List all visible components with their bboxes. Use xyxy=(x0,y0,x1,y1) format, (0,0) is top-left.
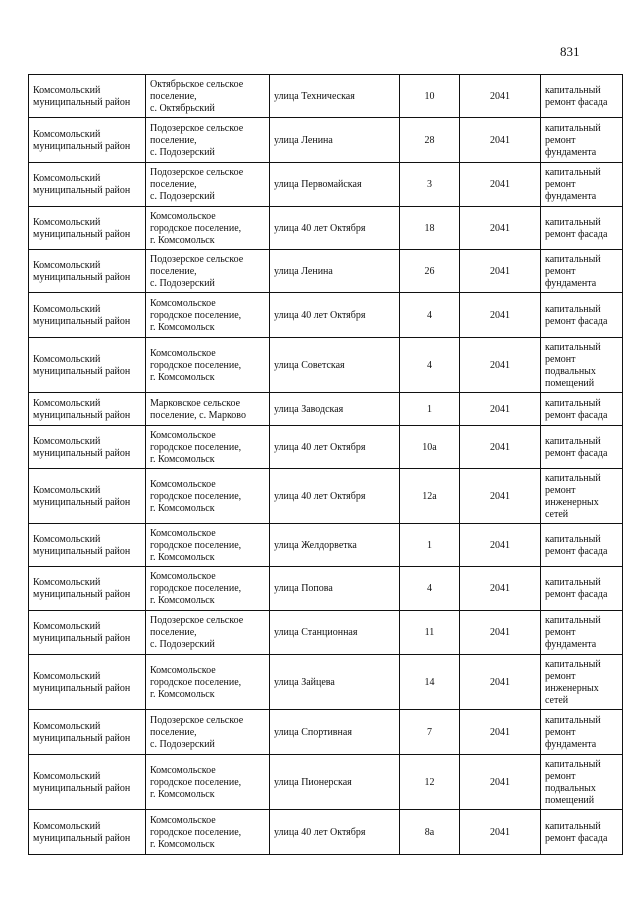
settlement-cell xyxy=(146,207,270,250)
table-row xyxy=(29,567,623,611)
work-type-cell: капитальный ремонт фундамента xyxy=(541,250,623,293)
house-number-cell: 11 xyxy=(400,611,460,655)
table-row xyxy=(29,75,623,118)
table-row xyxy=(29,207,623,250)
table-row xyxy=(29,393,623,426)
settlement-line: Комсомольское xyxy=(150,347,216,359)
work-type-cell: капитальный ремонт фундамента xyxy=(541,118,623,163)
district-cell: Комсомольский муниципальный район xyxy=(29,207,146,250)
settlement-line: городское поселение, xyxy=(150,539,242,551)
settlement-line: Комсомольское xyxy=(150,664,216,676)
street-cell: улица Ленина xyxy=(270,118,400,163)
settlement-line: с. Октябрьский xyxy=(150,102,215,114)
house-number-cell: 3 xyxy=(400,163,460,207)
settlement-line: городское поселение, xyxy=(150,583,242,594)
district-cell: Комсомольский муниципальный район xyxy=(29,426,146,469)
year-cell: 2041 xyxy=(460,655,541,710)
settlement-line: Подозерское сельское xyxy=(150,122,244,134)
work-type-cell: капитальный ремонт фундамента xyxy=(541,710,623,755)
page-number: 831 xyxy=(560,44,580,59)
settlement-line: г. Комсомольск xyxy=(150,551,215,563)
year-cell: 2041 xyxy=(460,810,541,855)
year-cell: 2041 xyxy=(460,250,541,293)
year-cell: 2041 xyxy=(460,755,541,810)
table-body xyxy=(29,75,623,855)
house-number-cell: 10а xyxy=(400,426,460,469)
year-cell: 2041 xyxy=(460,710,541,755)
settlement-cell xyxy=(146,163,270,207)
house-number-cell: 26 xyxy=(400,250,460,293)
settlement-line: городское поселение, xyxy=(150,676,242,688)
house-number-cell: 4 xyxy=(400,338,460,393)
settlement-line: поселение, xyxy=(150,265,197,277)
street-cell: улица Заводская xyxy=(270,393,400,426)
year-cell: 2041 xyxy=(460,293,541,338)
settlement-cell xyxy=(146,338,270,393)
year-cell: 2041 xyxy=(460,163,541,207)
settlement-line: поселение, с. Марково xyxy=(150,409,246,421)
settlement-cell xyxy=(146,75,270,118)
settlement-line: г. Комсомольск xyxy=(150,502,215,514)
work-type-cell: капитальный ремонт фасада xyxy=(541,810,623,855)
settlement-line: Комсомольское xyxy=(150,764,216,776)
table-row xyxy=(29,163,623,207)
work-type-cell: капитальный ремонт фасада xyxy=(541,524,623,567)
settlement-line: г. Комсомольск xyxy=(150,595,215,606)
settlement-line: городское поселение, xyxy=(150,776,242,788)
street-cell: улица Техническая xyxy=(270,75,400,118)
street-cell: улица Спортивная xyxy=(270,710,400,755)
settlement-line: с. Подозерский xyxy=(150,191,215,202)
house-number-cell: 10 xyxy=(400,75,460,118)
settlement-cell xyxy=(146,611,270,655)
street-cell: улица Зайцева xyxy=(270,655,400,710)
settlement-line: Подозерское сельское xyxy=(150,714,244,726)
work-type-cell: капитальный ремонт фасада xyxy=(541,426,623,469)
table-row xyxy=(29,469,623,524)
table-row xyxy=(29,118,623,163)
district-cell: Комсомольский муниципальный район xyxy=(29,524,146,567)
settlement-line: г. Комсомольск xyxy=(150,321,215,333)
settlement-line: Комсомольское xyxy=(150,429,216,441)
district-cell: Комсомольский муниципальный район xyxy=(29,163,146,207)
settlement-line: Комсомольское xyxy=(150,814,216,826)
work-type-cell: капитальный ремонт фундамента xyxy=(541,611,623,655)
settlement-line: г. Комсомольск xyxy=(150,453,215,465)
settlement-line: Подозерское сельское xyxy=(150,253,244,265)
settlement-line: с. Подозерский xyxy=(150,639,215,650)
settlement-line: городское поселение, xyxy=(150,359,242,371)
settlement-line: с. Подозерский xyxy=(150,277,215,289)
house-number-cell: 18 xyxy=(400,207,460,250)
settlement-line: Октябрьское сельское xyxy=(150,78,244,90)
table-row xyxy=(29,710,623,755)
settlement-line: г. Комсомольск xyxy=(150,688,215,700)
work-type-cell: капитальный ремонт фундамента xyxy=(541,163,623,207)
district-cell: Комсомольский муниципальный район xyxy=(29,611,146,655)
street-cell: улица Ленина xyxy=(270,250,400,293)
year-cell: 2041 xyxy=(460,426,541,469)
settlement-line: городское поселение, xyxy=(150,309,242,321)
district-cell: Комсомольский муниципальный район xyxy=(29,710,146,755)
year-cell: 2041 xyxy=(460,393,541,426)
street-cell: улица Пионерская xyxy=(270,755,400,810)
district-cell: Комсомольский муниципальный район xyxy=(29,655,146,710)
settlement-line: поселение, xyxy=(150,179,197,190)
settlement-cell xyxy=(146,710,270,755)
year-cell: 2041 xyxy=(460,118,541,163)
street-cell: улица Желдорветка xyxy=(270,524,400,567)
table-row xyxy=(29,755,623,810)
settlement-line: Подозерское сельское xyxy=(150,167,244,178)
district-cell: Комсомольский муниципальный район xyxy=(29,250,146,293)
year-cell: 2041 xyxy=(460,469,541,524)
settlement-cell xyxy=(146,250,270,293)
district-cell: Комсомольский муниципальный район xyxy=(29,293,146,338)
house-number-cell: 1 xyxy=(400,393,460,426)
street-cell: улица 40 лет Октября xyxy=(270,293,400,338)
year-cell: 2041 xyxy=(460,207,541,250)
settlement-line: г. Комсомольск xyxy=(150,838,215,850)
house-number-cell: 8а xyxy=(400,810,460,855)
district-cell: Комсомольский муниципальный район xyxy=(29,393,146,426)
table-row xyxy=(29,250,623,293)
settlement-cell xyxy=(146,655,270,710)
housing-repair-table xyxy=(28,74,623,855)
street-cell: улица 40 лет Октября xyxy=(270,207,400,250)
settlement-line: г. Комсомольск xyxy=(150,788,215,800)
settlement-cell xyxy=(146,426,270,469)
work-type-cell: капитальный ремонт инженерных сетей xyxy=(541,655,623,710)
work-type-cell: капитальный ремонт фасада xyxy=(541,567,623,611)
work-type-cell: капитальный ремонт инженерных сетей xyxy=(541,469,623,524)
settlement-line: городское поселение, xyxy=(150,826,242,838)
street-cell: улица Станционная xyxy=(270,611,400,655)
work-type-cell: капитальный ремонт фасада xyxy=(541,393,623,426)
district-cell: Комсомольский муниципальный район xyxy=(29,755,146,810)
house-number-cell: 1 xyxy=(400,524,460,567)
street-cell: улица 40 лет Октября xyxy=(270,810,400,855)
work-type-cell: капитальный ремонт подвальных помещений xyxy=(541,755,623,810)
district-cell: Комсомольский муниципальный район xyxy=(29,338,146,393)
settlement-line: Марковское сельское xyxy=(150,397,241,409)
table-row xyxy=(29,338,623,393)
work-type-cell: капитальный ремонт подвальных помещений xyxy=(541,338,623,393)
settlement-cell xyxy=(146,393,270,426)
settlement-line: с. Подозерский xyxy=(150,738,215,750)
house-number-cell: 4 xyxy=(400,293,460,338)
settlement-line: г. Комсомольск xyxy=(150,234,215,246)
street-cell: улица Попова xyxy=(270,567,400,611)
settlement-line: Комсомольское xyxy=(150,297,216,309)
settlement-line: городское поселение, xyxy=(150,441,242,453)
settlement-line: поселение, xyxy=(150,90,197,102)
settlement-cell xyxy=(146,567,270,611)
settlement-line: поселение, xyxy=(150,726,197,738)
settlement-cell xyxy=(146,755,270,810)
settlement-cell xyxy=(146,469,270,524)
settlement-cell xyxy=(146,118,270,163)
settlement-line: поселение, xyxy=(150,627,197,638)
house-number-cell: 4 xyxy=(400,567,460,611)
street-cell: улица Советская xyxy=(270,338,400,393)
table-row xyxy=(29,524,623,567)
year-cell: 2041 xyxy=(460,338,541,393)
settlement-line: городское поселение, xyxy=(150,490,242,502)
table-row xyxy=(29,611,623,655)
table-row xyxy=(29,810,623,855)
work-type-cell: капитальный ремонт фасада xyxy=(541,75,623,118)
district-cell: Комсомольский муниципальный район xyxy=(29,75,146,118)
settlement-cell xyxy=(146,524,270,567)
street-cell: улица 40 лет Октября xyxy=(270,469,400,524)
table-row xyxy=(29,426,623,469)
settlement-line: городское поселение, xyxy=(150,222,242,234)
settlement-line: Подозерское сельское xyxy=(150,615,244,626)
table-row xyxy=(29,293,623,338)
table-row xyxy=(29,655,623,710)
settlement-line: Комсомольское xyxy=(150,571,216,582)
district-cell: Комсомольский муниципальный район xyxy=(29,810,146,855)
district-cell: Комсомольский муниципальный район xyxy=(29,567,146,611)
year-cell: 2041 xyxy=(460,611,541,655)
street-cell: улица 40 лет Октября xyxy=(270,426,400,469)
district-cell: Комсомольский муниципальный район xyxy=(29,118,146,163)
settlement-cell xyxy=(146,810,270,855)
year-cell: 2041 xyxy=(460,524,541,567)
settlement-line: Комсомольское xyxy=(150,478,216,490)
house-number-cell: 14 xyxy=(400,655,460,710)
settlement-line: Комсомольское xyxy=(150,210,216,222)
district-cell: Комсомольский муниципальный район xyxy=(29,469,146,524)
settlement-line: с. Подозерский xyxy=(150,146,215,158)
year-cell: 2041 xyxy=(460,567,541,611)
settlement-line: Комсомольское xyxy=(150,527,216,539)
house-number-cell: 28 xyxy=(400,118,460,163)
house-number-cell: 7 xyxy=(400,710,460,755)
year-cell: 2041 xyxy=(460,75,541,118)
house-number-cell: 12 xyxy=(400,755,460,810)
house-number-cell: 12а xyxy=(400,469,460,524)
work-type-cell: капитальный ремонт фасада xyxy=(541,207,623,250)
settlement-line: г. Комсомольск xyxy=(150,371,215,383)
street-cell: улица Первомайская xyxy=(270,163,400,207)
settlement-line: поселение, xyxy=(150,134,197,146)
work-type-cell: капитальный ремонт фасада xyxy=(541,293,623,338)
settlement-cell xyxy=(146,293,270,338)
